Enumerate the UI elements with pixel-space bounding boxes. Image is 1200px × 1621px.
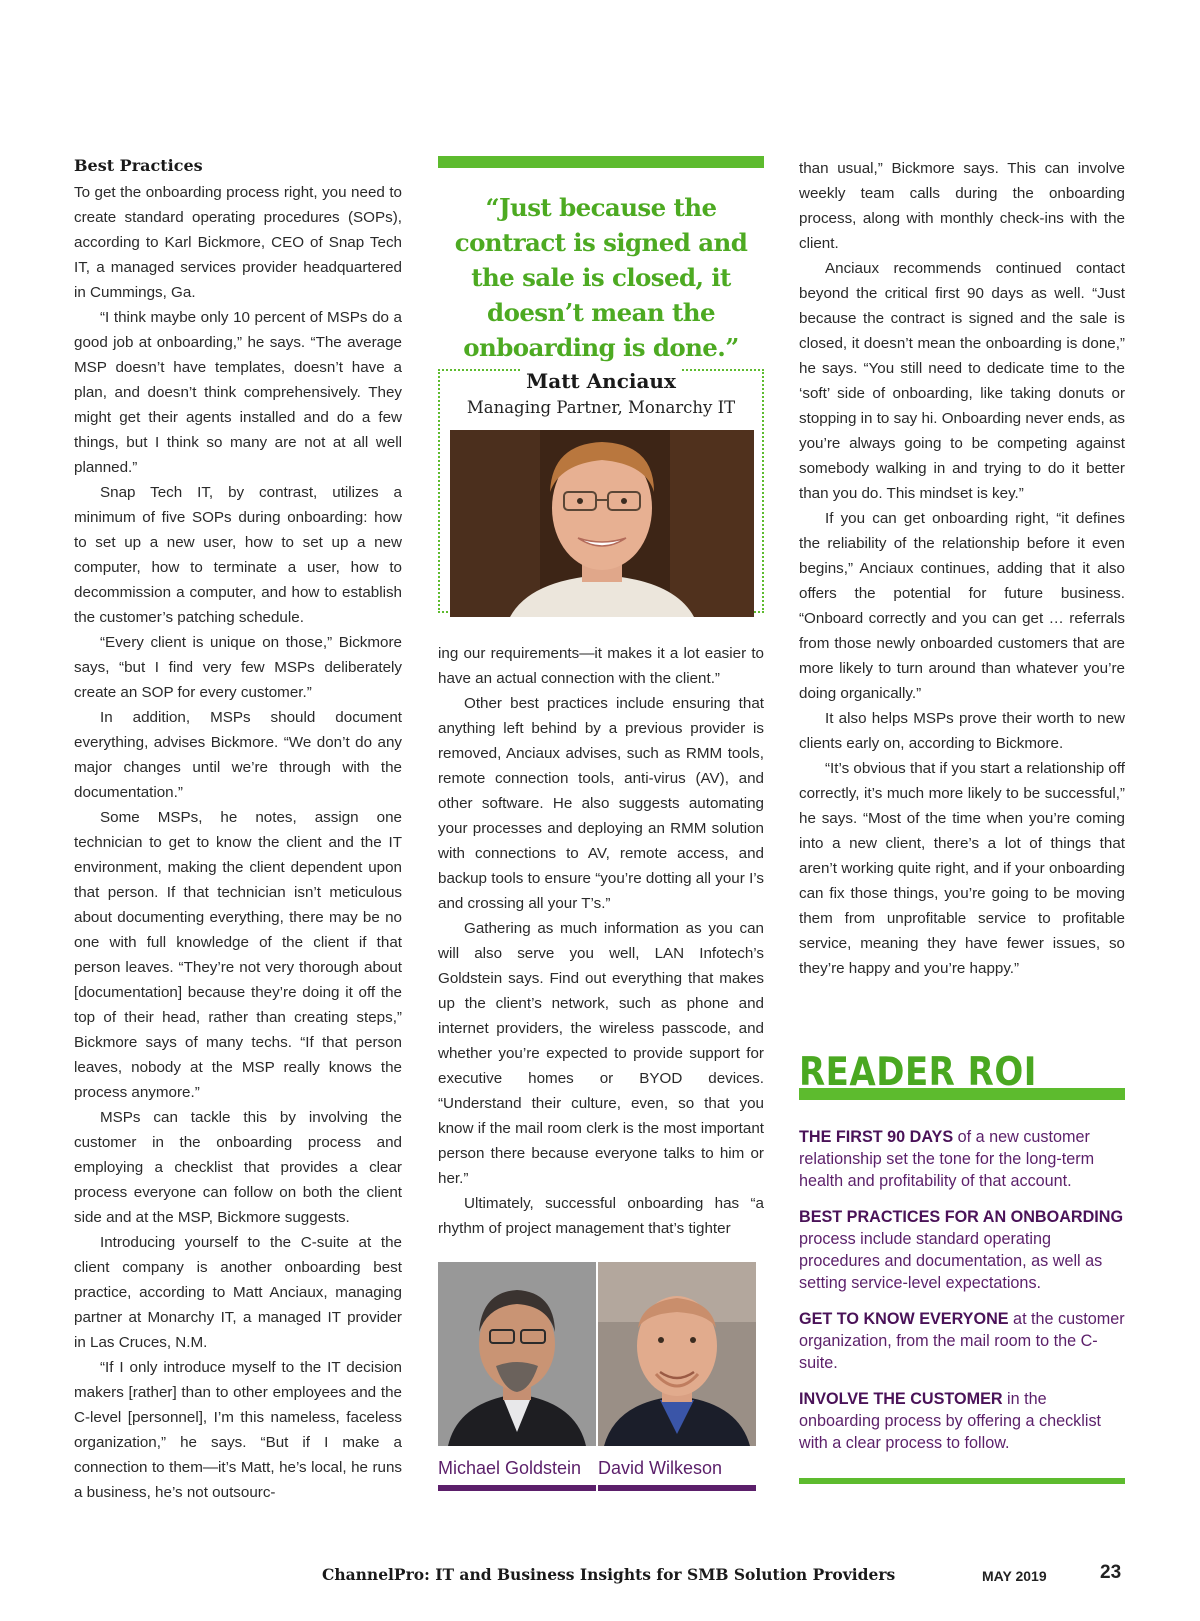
paragraph: Ultimately, successful onboarding has “a rhythm of project management that’s tighter xyxy=(438,1195,764,1237)
paragraph: “It’s obvious that if you start a relationship off correctly, it’s much more likely to be successful,” he says. “Most of the time when you’re coming into a new client, there’s a lot of things that aren’t working quite right, and if your onboarding can fix those things, you’re going to be moving them from unprofitable service to profitable service, meaning they have fewer issues, so they’re happy and you’re happy.” xyxy=(799,760,1125,977)
goldstein-photo-block xyxy=(438,1262,596,1491)
reader-roi-sidebar xyxy=(799,1049,1125,1484)
roi-item: GET TO KNOW EVERYONE at the customer organization, from the mail room to the C-suite. xyxy=(799,1310,1125,1372)
michael-goldstein-photo xyxy=(438,1262,596,1446)
paragraph: than usual,” Bickmore says. This can involve weekly team calls during the onboarding process, along with monthly check-ins with the client. xyxy=(799,160,1125,252)
pullquote-top-bar xyxy=(438,156,764,168)
page-number: 23 xyxy=(1100,1562,1122,1583)
paragraph: Introducing yourself to the C-suite at the client company is another onboarding best practice, according to Matt Anciaux, managing partner at Monarchy IT, a managed IT provider in Las Cruces, N.M. xyxy=(74,1234,402,1351)
pullquote-title: Managing Partner, Monarchy IT xyxy=(466,398,736,417)
paragraph: Anciaux recommends continued contact beyond the critical first 90 days as well. “Just because the contract is signed and the sale is closed, it doesn’t mean the onboarding is done,” he says. “You still need to dedicate time to the ‘soft’ side of onboarding, like taking donuts or stopping in to say hi. Onboarding never ends, as you’re always going to be competing against somebody walking in and trying to do it better than you do. This mindset is key.” xyxy=(799,260,1125,502)
wilkeson-photo-block xyxy=(598,1262,756,1491)
pullquote-card xyxy=(438,369,764,613)
paragraph: MSPs can tackle this by involving the customer in the onboarding process and employing a checklist that provides a clear process everyone can follow on both the client side and at the MSP, Bickmore suggests. xyxy=(74,1109,402,1226)
reader-roi-title: READER ROI xyxy=(799,1049,1037,1096)
article-column-2 xyxy=(438,156,764,1241)
contributor-photos xyxy=(438,1262,764,1502)
caption-underline xyxy=(598,1485,756,1491)
roi-item: THE FIRST 90 DAYS of a new customer relationship set the tone for the long-term health and profitability of that account. xyxy=(799,1128,1095,1190)
footer-publication: ChannelPro: IT and Business Insights for SMB Solution Providers xyxy=(322,1565,896,1584)
paragraph: To get the onboarding process right, you need to create standard operating procedures (SOPs), according to Karl Bickmore, CEO of Snap Tech IT, a managed services provider headquartered in Cummings, Ga. xyxy=(74,184,402,301)
paragraph: If you can get onboarding right, “it defines the reliability of the relationship before it even begins,” Anciaux continues, adding that it also offers the potential for future business. “Onboard correctly and you can get … referrals from those newly onboarded customers that are more likely to turn around than whatever you’re doing organically.” xyxy=(799,510,1125,702)
pullquote-text: “Just because the contract is signed and the sale is closed, it doesn’t mean the onboarding is done.” xyxy=(454,193,748,362)
reader-roi-bottom-bar xyxy=(799,1478,1125,1484)
caption-underline xyxy=(438,1485,596,1491)
paragraph: Other best practices include ensuring that anything left behind by a previous provider is removed, Anciaux advises, such as RMM tools, remote connection tools, anti-virus (AV), and other software. He also suggests automating your processes and deploying an RMM solution with connections to AV, remote access, and backup tools to ensure “you’re dotting all your I’s and crossing all your T’s.” xyxy=(438,695,764,912)
article-column-3 xyxy=(799,156,1125,981)
paragraph: ing our requirements—it makes it a lot easier to have an actual connection with the client.” xyxy=(438,645,764,687)
article-column-1 xyxy=(74,156,402,1505)
paragraph: Snap Tech IT, by contrast, utilizes a minimum of five SOPs during onboarding: how to set up a new user, how to set up a new computer, how to terminate a user, how to decommission a computer, and how to establish the customer’s patching schedule. xyxy=(74,484,402,626)
paragraph: Some MSPs, he notes, assign one technician to get to know the client and the IT environment, making the client dependent upon that person. If that technician isn’t meticulous about documenting everything, there may be no one with full knowledge of the client if that person leaves. “They’re not very thorough about [documentation] because they’re doing it off the top of their head, rather than creating steps,” Bickmore says of many techs. “If that person leaves, nobody at the MSP really knows the process anymore.” xyxy=(74,809,402,1101)
paragraph: Gathering as much information as you can will also serve you well, LAN Infotech’s Goldstein says. Find out everything that makes up the client’s network, such as phone and internet providers, the wireless passcode, and whether you’re expected to provide support for executive homes or BYOD devices. “Understand their culture, even, so that you know if the mail room clerk is the most important person there because everyone talks to him or her.” xyxy=(438,920,764,1187)
paragraph: “If I only introduce myself to the IT decision makers [rather] than to other employees and the C-level [personnel], I’m this nameless, faceless organization,” he says. “But if I make a connection to them—it’s Matt, he’s local, he runs a business, he’s not outsourc- xyxy=(74,1359,402,1501)
paragraph: “I think maybe only 10 percent of MSPs do a good job at onboarding,” he says. “The average MSP doesn’t have templates, doesn’t have a plan, and doesn’t think comprehensively. They might get their agents installed and do a few things, but I think so many are not at all well planned.” xyxy=(74,309,402,476)
paragraph: “Every client is unique on those,” Bickmore says, “but I find very few MSPs deliberately create an SOP for every customer.” xyxy=(74,634,402,701)
paragraph: In addition, MSPs should document everything, advises Bickmore. “We don’t do any major changes until we’re through with the documentation.” xyxy=(74,709,402,801)
section-heading: Best Practices xyxy=(74,156,203,175)
paragraph: It also helps MSPs prove their worth to new clients early on, according to Bickmore. xyxy=(799,710,1125,752)
pullquote-name: Matt Anciaux xyxy=(526,369,676,393)
roi-item: INVOLVE THE CUSTOMER in the onboarding process by offering a checklist with a clear process to follow. xyxy=(799,1390,1102,1452)
roi-item: BEST PRACTICES FOR AN ONBOARDING process include standard operating procedures and documentation, as well as setting service-level expectations. xyxy=(799,1208,1124,1292)
photo-caption: David Wilkeson xyxy=(598,1458,723,1478)
photo-caption: Michael Goldstein xyxy=(438,1458,582,1478)
david-wilkeson-photo xyxy=(598,1262,756,1446)
footer-date: MAY 2019 xyxy=(982,1568,1047,1584)
matt-anciaux-photo xyxy=(450,430,754,617)
